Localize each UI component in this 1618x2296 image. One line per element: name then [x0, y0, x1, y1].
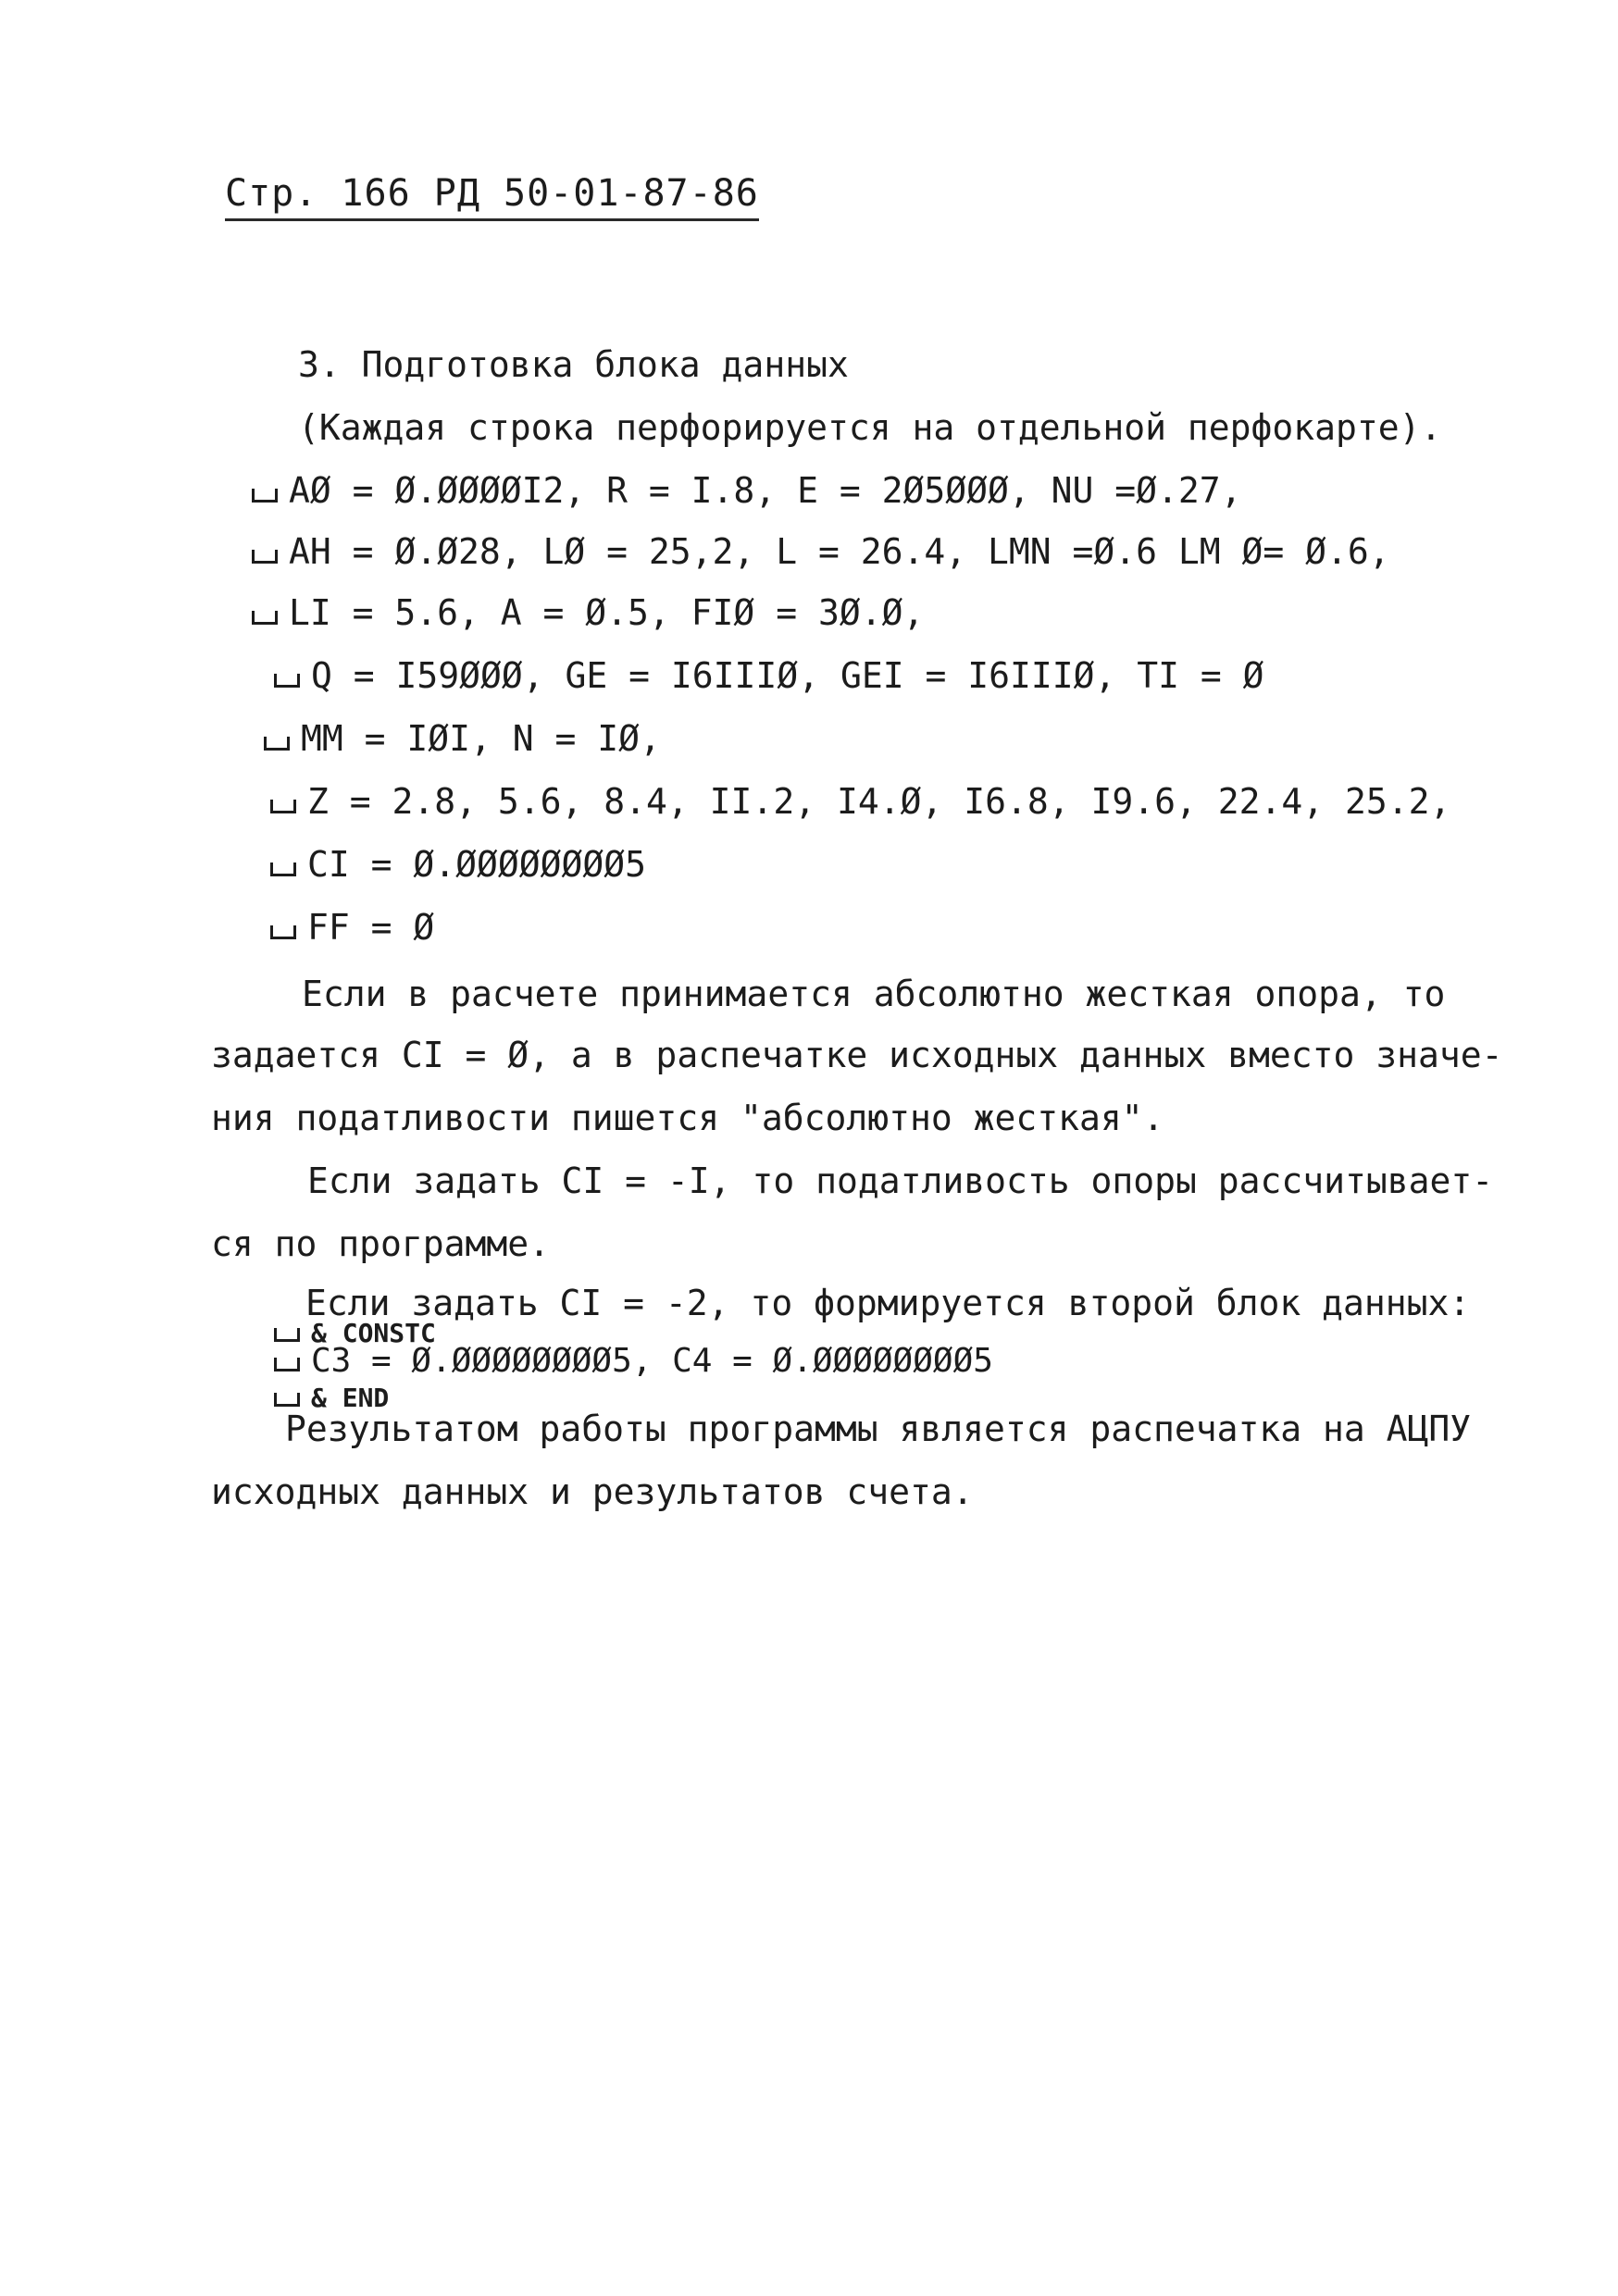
card-marker-icon [270, 800, 296, 813]
data-line [252, 470, 1242, 511]
page-header: Стр. 166 РД 50-01-87-86 [225, 172, 759, 221]
data-line [270, 844, 646, 885]
data-line [252, 592, 924, 633]
paragraph-line: Если в расчете принимается абсолютно жесткая опора, то [302, 974, 1446, 1014]
data-line-text: Q = I59ØØØ, GE = I6IIIØ, GEI = I6IIIØ, TI = Ø [311, 655, 1264, 696]
closing-line: исходных данных и результатов счета. [211, 1471, 974, 1512]
card-marker-icon [252, 611, 278, 625]
data-line-text: FF = Ø [307, 907, 435, 948]
data-line-text: MM = IØI, N = IØ, [301, 718, 661, 759]
data-line [274, 655, 1264, 696]
paragraph-line: задается CI = Ø, а в распечатке исходных данных вместо значе- [211, 1035, 1503, 1075]
card-marker-icon [274, 674, 300, 688]
card-marker-icon [252, 550, 278, 564]
section-title: 3. Подготовка блока данных [298, 344, 849, 385]
section-note: (Каждая строка перфорируется на отдельной перфокарте). [298, 407, 1442, 448]
data-line [270, 781, 1450, 822]
data-line-text: CI = Ø.ØØØØØØØØ5 [307, 844, 647, 885]
paragraph-line: ся по программе. [211, 1223, 551, 1264]
data-line-text: Z = 2.8, 5.6, 8.4, II.2, I4.Ø, I6.8, I9.6, 22.4, 25.2, [307, 781, 1451, 822]
block2-line-text: C3 = Ø.ØØØØØØØØ5, C4 = Ø.ØØØØØØØØ5 [311, 1342, 993, 1380]
block2-line [274, 1342, 993, 1380]
paragraph-line: Если задать CI = -I, то податливость опоры рассчитывает- [307, 1160, 1494, 1201]
card-marker-icon [274, 1358, 300, 1371]
data-line [270, 907, 434, 948]
data-line [252, 531, 1390, 572]
data-line-text: AH = Ø.Ø28, LØ = 25,2, L = 26.4, LMN =Ø.6 LM Ø= Ø.6, [289, 531, 1390, 572]
card-marker-icon [252, 489, 278, 503]
card-marker-icon [270, 863, 296, 876]
card-marker-icon [274, 1393, 300, 1407]
card-marker-icon [264, 737, 290, 751]
card-marker-icon [274, 1328, 300, 1342]
block2-start-text: & CONSTC [311, 1318, 436, 1348]
block2-end-text: & END [311, 1383, 390, 1413]
closing-line: Результатом работы программы является распечатка на АЦПУ [285, 1409, 1472, 1449]
card-marker-icon [270, 925, 296, 939]
data-line [264, 718, 661, 759]
paragraph-line: Если задать CI = -2, то формируется второй блок данных: [305, 1283, 1471, 1323]
data-line-text: LI = 5.6, A = Ø.5, FIØ = 3Ø.Ø, [289, 592, 925, 633]
paragraph-line: ния податливости пишется "абсолютно жесткая". [211, 1098, 1164, 1138]
data-line-text: AØ = Ø.ØØØØI2, R = I.8, E = 2Ø5ØØØ, NU =Ø.27, [289, 470, 1242, 511]
